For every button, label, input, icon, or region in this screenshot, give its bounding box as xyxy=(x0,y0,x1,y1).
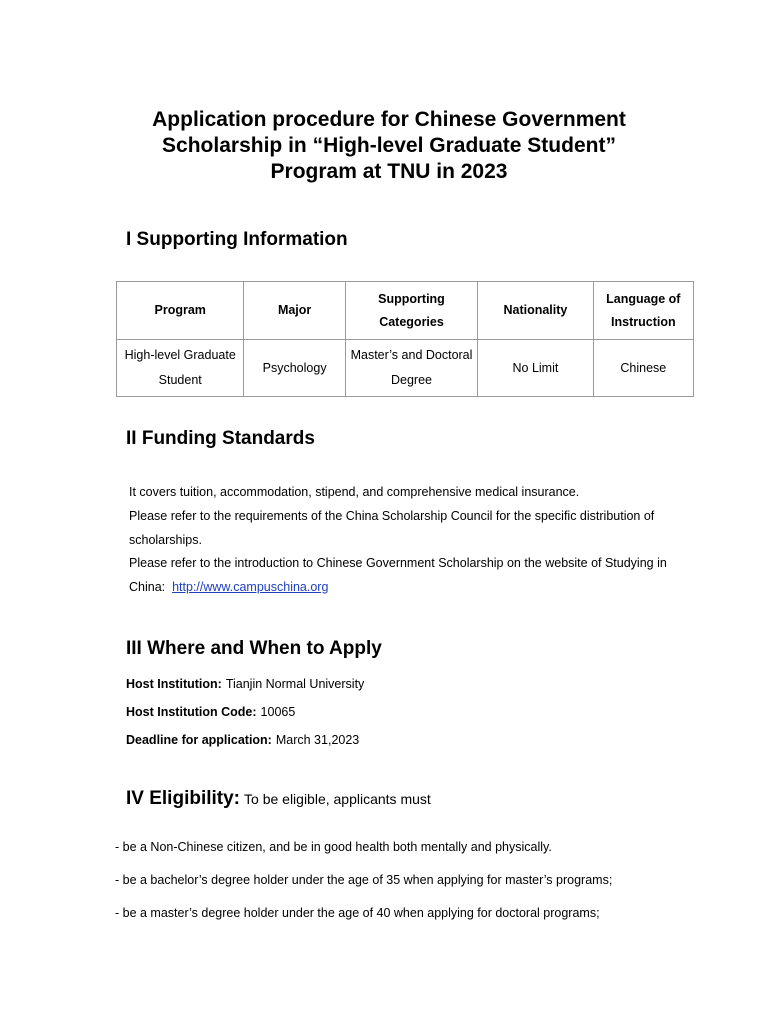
host-institution-code-value: 10065 xyxy=(260,705,296,719)
host-institution-code-row xyxy=(126,705,295,719)
document-title xyxy=(90,107,688,185)
table-header-row xyxy=(117,282,694,340)
section-heading-funding: II Funding Standards xyxy=(126,428,315,449)
eligibility-list xyxy=(115,835,675,934)
section-heading-eligibility xyxy=(126,788,431,810)
eligibility-heading-text: IV Eligibility: xyxy=(126,788,241,809)
funding-line-2: Please refer to the requirements of the China Scholarship Council for the specific distribution of scholarships. xyxy=(129,508,655,547)
host-institution-row xyxy=(126,677,364,691)
title-line-3: Program at TNU in 2023 xyxy=(270,160,508,183)
title-line-1: Application procedure for Chinese Government xyxy=(152,108,626,131)
funding-line-3-text: Please refer to the introduction to Chinese Government Scholarship on the website of Studying in China: xyxy=(129,556,667,595)
table-header-program: Program xyxy=(117,282,244,340)
table-cell-nationality: No Limit xyxy=(478,340,593,397)
table-cell-supporting-categories: Master’s and Doctoral Degree xyxy=(345,340,477,397)
deadline-label: Deadline for application: xyxy=(126,733,272,747)
table-header-nationality: Nationality xyxy=(478,282,593,340)
table-cell-language: Chinese xyxy=(593,340,693,397)
host-institution-value: Tianjin Normal University xyxy=(225,677,365,691)
deadline-value: March 31,2023 xyxy=(275,733,360,747)
host-institution-label: Host Institution: xyxy=(126,677,222,691)
table-cell-program: High-level Graduate Student xyxy=(117,340,244,397)
host-institution-code-label: Host Institution Code: xyxy=(126,705,257,719)
funding-line-1: It covers tuition, accommodation, stipend, and comprehensive medical insurance. xyxy=(129,485,580,499)
table-row xyxy=(117,340,694,397)
list-item: - be a bachelor’s degree holder under the age of 35 when applying for master’s programs; xyxy=(115,873,613,887)
title-line-2: Scholarship in “High-level Graduate Student” xyxy=(162,134,616,157)
funding-paragraph xyxy=(129,481,669,600)
section-heading-supporting-info: I Supporting Information xyxy=(126,229,348,250)
section-heading-where-when: III Where and When to Apply xyxy=(126,638,382,659)
table-header-major: Major xyxy=(244,282,345,340)
table-cell-major: Psychology xyxy=(244,340,345,397)
funding-line-3 xyxy=(129,552,669,600)
list-item: - be a Non-Chinese citizen, and be in good health both mentally and physically. xyxy=(115,840,552,854)
list-item: - be a master’s degree holder under the age of 40 when applying for doctoral programs; xyxy=(115,906,600,920)
supporting-info-table xyxy=(116,281,694,397)
table-header-supporting-categories: Supporting Categories xyxy=(345,282,477,340)
campuschina-link[interactable]: http://www.campuschina.org xyxy=(172,580,329,595)
eligibility-subheading: To be eligible, applicants must xyxy=(244,791,431,807)
deadline-row xyxy=(126,733,359,747)
table-header-language: Language of Instruction xyxy=(593,282,693,340)
